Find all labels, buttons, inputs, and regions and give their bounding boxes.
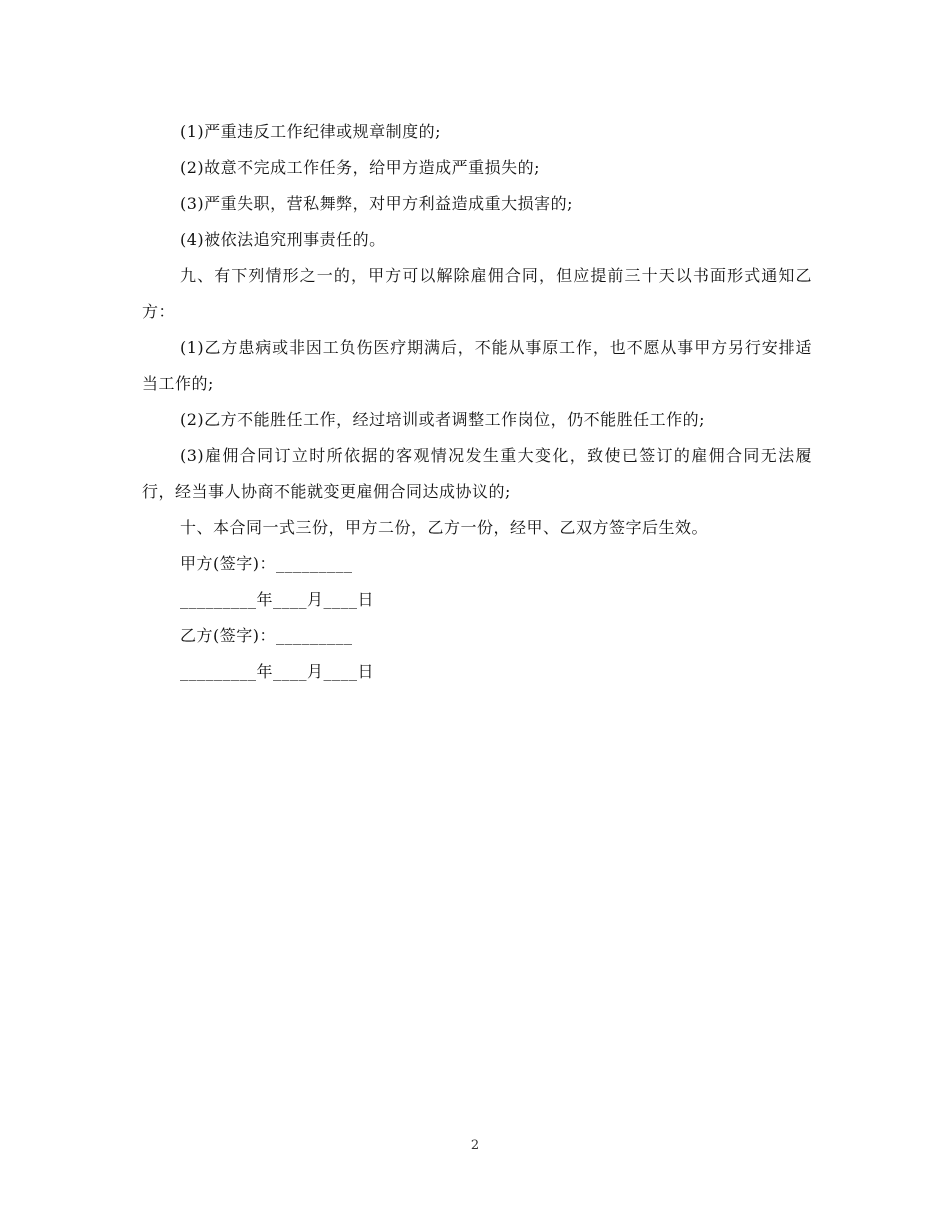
party-a-signature: 甲方(签字)：_________ <box>180 554 353 573</box>
clause-10: 十、本合同一式三份，甲方二份，乙方一份，经甲、乙双方签字后生效。 <box>180 518 709 537</box>
clause-9-heading: 九、有下列情形之一的，甲方可以解除雇佣合同，但应提前三十天以书面形式通知乙方： <box>142 266 812 321</box>
page-number: 2 <box>470 1138 480 1153</box>
clause-8-item-2: (2)故意不完成工作任务，给甲方造成严重损失的; <box>180 158 541 177</box>
clause-9-item-2: (2)乙方不能胜任工作，经过培训或者调整工作岗位，仍不能胜任工作的; <box>180 410 706 429</box>
clause-9-item-1: (1)乙方患病或非因工负伤医疗期满后，不能从事原工作，也不愿从事甲方另行安排适当工作的; <box>142 338 812 393</box>
clause-8-item-1: (1)严重违反工作纪律或规章制度的; <box>180 122 442 141</box>
clause-9-item-3: (3)雇佣合同订立时所依据的客观情况发生重大变化，致使已签订的雇佣合同无法履行，经当事人协商不能就变更雇佣合同达成协议的; <box>142 446 812 501</box>
document-body <box>142 114 812 690</box>
party-b-signature: 乙方(签字)：_________ <box>180 626 353 645</box>
party-a-date: _________年____月____日 <box>180 590 375 609</box>
party-b-date: _________年____月____日 <box>180 662 375 681</box>
clause-8-item-4: (4)被依法追究刑事责任的。 <box>180 230 386 249</box>
clause-8-item-3: (3)严重失职，营私舞弊，对甲方利益造成重大损害的; <box>180 194 574 213</box>
